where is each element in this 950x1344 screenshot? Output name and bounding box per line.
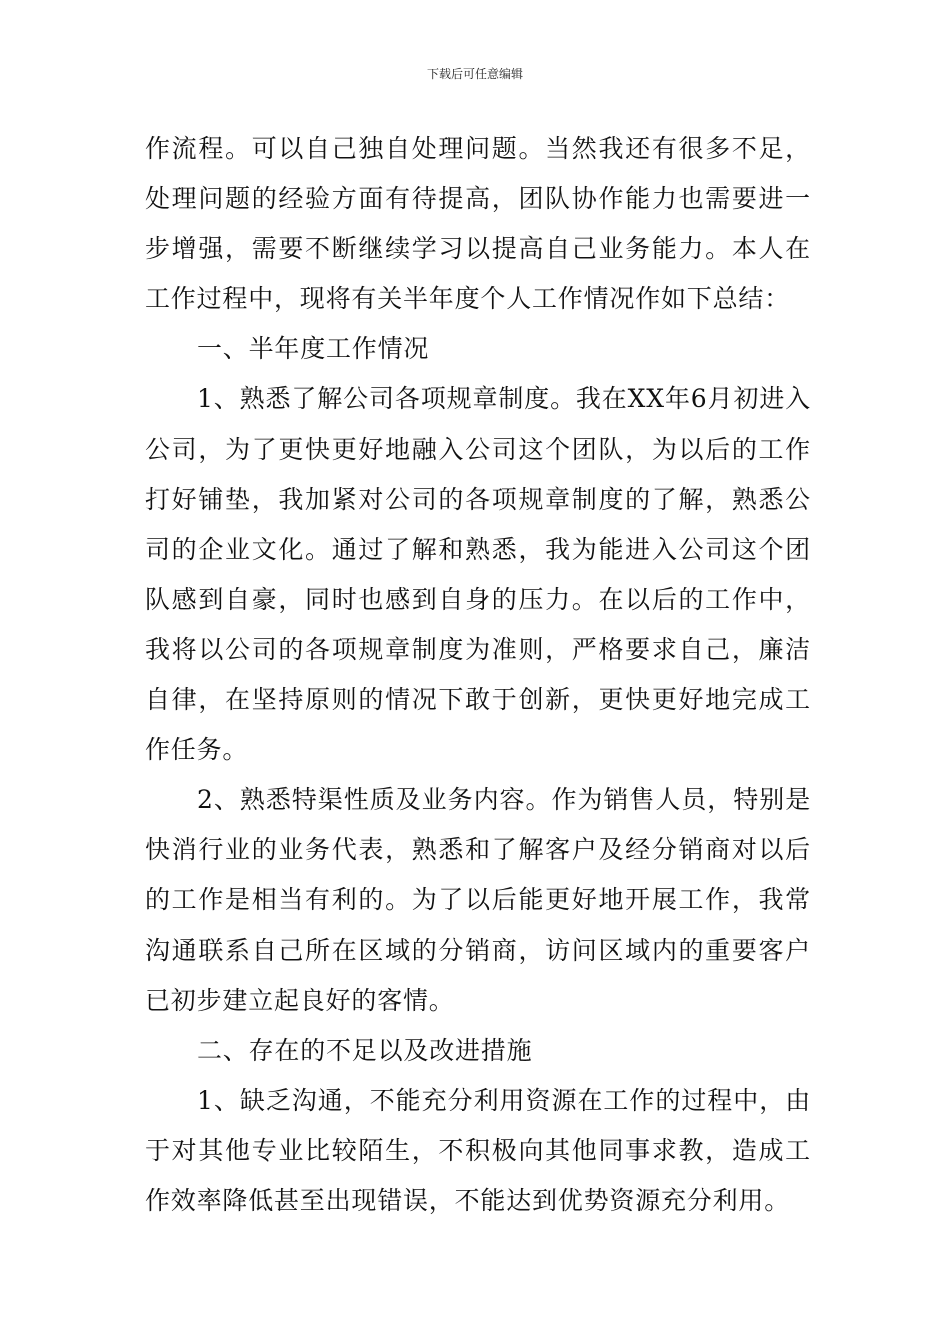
paragraph-company-rules: 1、熟悉了解公司各项规章制度。我在XX年6月初进入公司，为了更快更好地融入公司这个团队，为以后的工作打好铺垫，我加紧对公司的各项规章制度的了解，熟悉公司的企业文化。通过了解和熟悉，我为能进入公司这个团队感到自豪，同时也感到自身的压力。在以后的工作中，我将以公司的各项规章制度为准则，严格要求自己，廉洁自律，在坚持原则的情况下敢于创新，更快更好地完成工作任务。: [145, 384, 811, 765]
section-heading-shortcomings: 二、存在的不足以及改进措施: [197, 1035, 533, 1065]
paragraph-lack-communication: 1、缺乏沟通，不能充分利用资源在工作的过程中，由于对其他专业比较陌生，不积极向其他同事求教，造成工作效率降低甚至出现错误，不能达到优势资源充分利用。: [145, 1085, 811, 1215]
document-body: [145, 124, 811, 1226]
section-heading-half-year-work: 一、半年度工作情况: [197, 334, 430, 364]
paragraph-intro: 作流程。可以自己独自处理问题。当然我还有很多不足，处理问题的经验方面有待提高，团队协作能力也需要进一步增强，需要不断继续学习以提高自己业务能力。本人在工作过程中，现将有关半年度个人工作情况作如下总结：: [145, 134, 811, 314]
page-header: 下载后可任意编辑: [426, 67, 523, 81]
paragraph-channel-business: 2、熟悉特渠性质及业务内容。作为销售人员，特别是快消行业的业务代表，熟悉和了解客户及经分销商对以后的工作是相当有利的。为了以后能更好地开展工作，我常沟通联系自己所在区域的分销商，访问区域内的重要客户已初步建立起良好的客情。: [145, 785, 811, 1015]
